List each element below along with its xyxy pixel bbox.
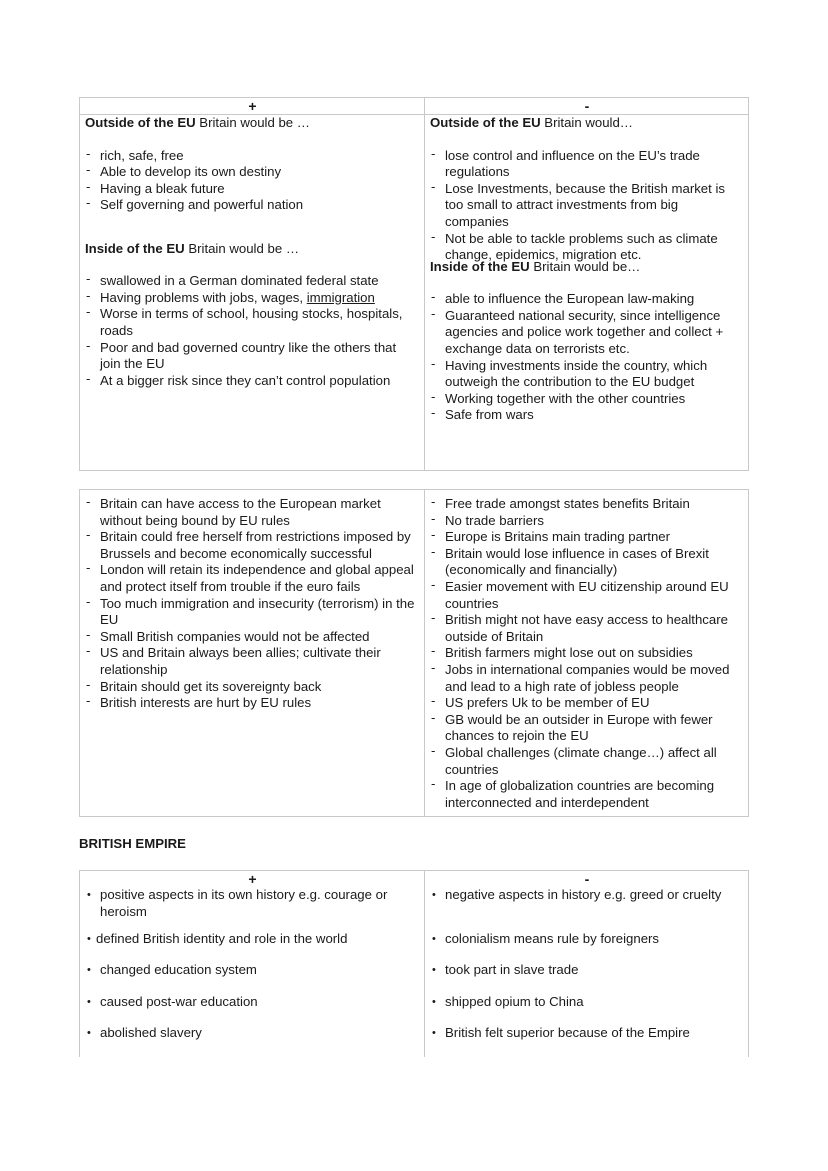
list-item: - Jobs in international companies would be moved and lead to a high rate of jobless people — [430, 662, 744, 695]
list-item: - British might not have easy access to healthcare outside of Britain — [430, 612, 744, 645]
list-item: • took part in slave trade — [430, 962, 744, 979]
list-item: - Self governing and powerful nation — [85, 197, 420, 214]
remain-arguments-list — [430, 496, 744, 811]
list-item: - Worse in terms of school, housing stocks, hospitals, roads — [85, 306, 420, 339]
list-item: - Having investments inside the country, which outweigh the contribution to the EU budget — [430, 358, 744, 391]
outside-plus-list — [85, 148, 420, 241]
list-item: - Easier movement with EU citizenship around EU countries — [430, 579, 744, 612]
plus-column — [80, 115, 425, 471]
remain-arguments-column — [425, 490, 749, 817]
list-item: - Able to develop its own destiny — [85, 164, 420, 181]
list-item: - At a bigger risk since they can’t control population — [85, 373, 420, 390]
minus-header: - — [425, 98, 749, 115]
list-item: • negative aspects in history e.g. greed or cruelty — [430, 887, 744, 904]
inside-minus-subheading: Inside of the EU Britain would be… — [430, 258, 641, 274]
list-item: - Free trade amongst states benefits Britain — [430, 496, 744, 513]
list-item: - British interests are hurt by EU rules — [85, 695, 420, 712]
minus-header: - — [425, 871, 749, 888]
leave-arguments-list — [85, 496, 420, 712]
list-item: - Britain should get its sovereignty back — [85, 679, 420, 696]
list-item: - Safe from wars — [430, 407, 744, 424]
list-item: - Small British companies would not be affected — [85, 629, 420, 646]
list-item: • abolished slavery — [85, 1025, 420, 1042]
list-item: • caused post-war education — [85, 994, 420, 1011]
list-item: - Not be able to tackle problems such as climate change, epidemics, migration etc. — [430, 231, 744, 264]
list-item: - swallowed in a German dominated federal state — [85, 273, 420, 290]
empire-plus-column — [80, 887, 425, 1057]
section-heading: BRITISH EMPIRE — [79, 836, 186, 851]
list-item: - Having a bleak future — [85, 181, 420, 198]
leave-arguments-column — [80, 490, 425, 817]
list-item: - In age of globalization countries are becoming interconnected and interdependent — [430, 778, 744, 811]
list-item: • colonialism means rule by foreigners — [430, 931, 744, 948]
list-item: - Poor and bad governed country like the others that join the EU — [85, 340, 420, 373]
list-item: - Working together with the other countries — [430, 391, 744, 408]
eu-arguments-table — [79, 489, 749, 817]
inside-plus-subheading: Inside of the EU Britain would be … — [85, 240, 300, 256]
list-item: - Too much immigration and insecurity (terrorism) in the EU — [85, 596, 420, 629]
list-item: - Guaranteed national security, since intelligence agencies and police work together and collect + exchange data on terrorists etc. — [430, 308, 744, 358]
list-item: - Britain can have access to the European market without being bound by EU rules — [85, 496, 420, 529]
plus-header: + — [80, 871, 425, 888]
list-item: - Lose Investments, because the British market is too small to attract investments from big companies — [430, 181, 744, 231]
list-item: • shipped opium to China — [430, 994, 744, 1011]
underlined-word: immigration — [306, 289, 375, 305]
list-item: - No trade barriers — [430, 513, 744, 530]
plus-header: + — [80, 98, 425, 115]
outside-minus-list — [430, 147, 744, 263]
outside-plus-subheading: Outside of the EU Britain would be … — [85, 115, 310, 130]
list-item: - US and Britain always been allies; cultivate their relationship — [85, 645, 420, 678]
list-item: - Europe is Britains main trading partner — [430, 529, 744, 546]
list-item: - British farmers might lose out on subsidies — [430, 645, 744, 662]
list-item: - GB would be an outsider in Europe with fewer chances to rejoin the EU — [430, 712, 744, 745]
list-item: - Having problems with jobs, wages, immigration — [85, 290, 420, 307]
list-item: • defined British identity and role in the world — [85, 931, 420, 948]
list-item: - US prefers Uk to be member of EU — [430, 695, 744, 712]
list-item: - London will retain its independence and global appeal and protect itself from trouble if the euro fails — [85, 562, 420, 595]
inside-minus-list — [430, 291, 744, 424]
list-item: - able to influence the European law-making — [430, 291, 744, 308]
empire-minus-column — [425, 887, 749, 1057]
empire-minus-list — [430, 887, 744, 1041]
list-item: - Global challenges (climate change…) affect all countries — [430, 745, 744, 778]
list-item: - Britain would lose influence in cases of Brexit (economically and financially) — [430, 546, 744, 579]
empire-plus-list — [85, 887, 420, 1041]
list-item: - rich, safe, free — [85, 148, 420, 165]
eu-pros-cons-table — [79, 97, 749, 471]
list-item: • positive aspects in its own history e.g. courage or heroism — [85, 887, 420, 920]
list-item: • British felt superior because of the Empire — [430, 1025, 744, 1042]
empire-pros-cons-table — [79, 870, 749, 1057]
list-item: - lose control and influence on the EU’s trade regulations — [430, 148, 744, 181]
minus-column — [425, 115, 749, 471]
inside-plus-list — [85, 273, 420, 389]
list-item: • changed education system — [85, 962, 420, 979]
list-item: - Britain could free herself from restrictions imposed by Brussels and become economically successful — [85, 529, 420, 562]
outside-minus-subheading: Outside of the EU Britain would… — [430, 115, 633, 130]
